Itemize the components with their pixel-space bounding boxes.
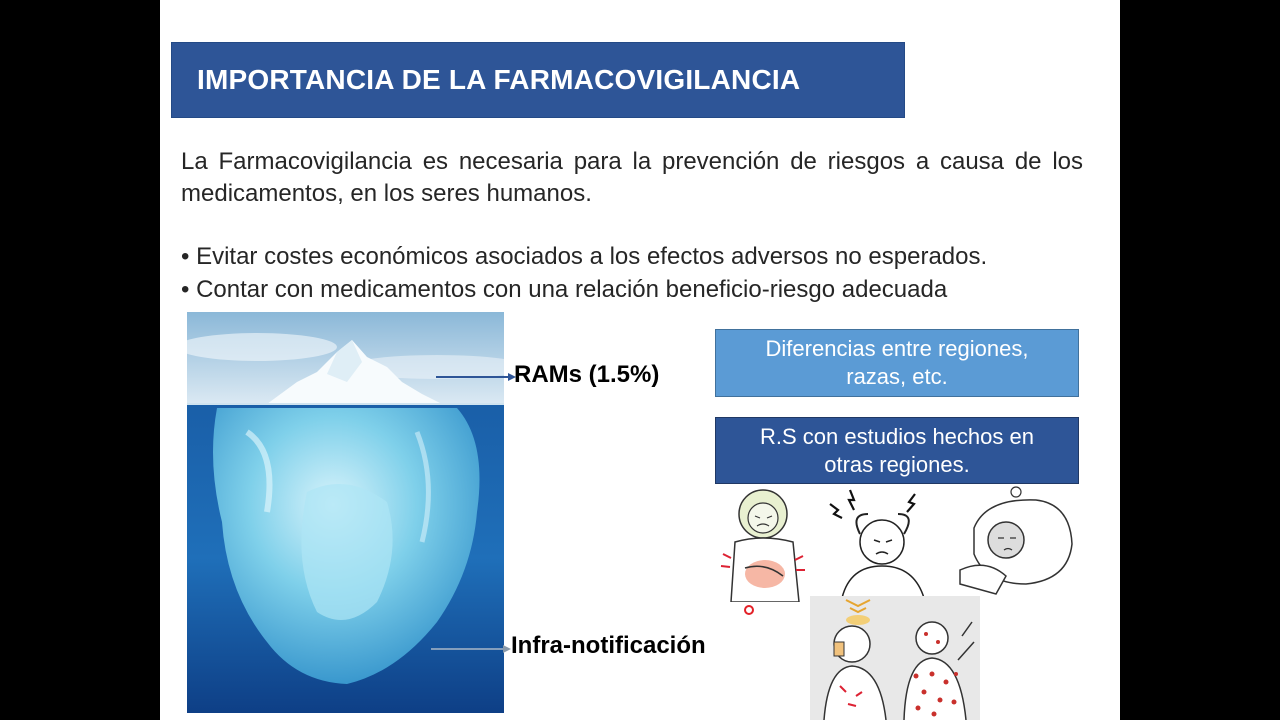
symptoms-panel	[810, 596, 980, 720]
underreporting-label: Infra-notificación	[511, 632, 706, 659]
stomach-pain-illustration	[715, 484, 815, 602]
headache-illustration	[820, 484, 944, 598]
studies-box-text: R.S con estudios hechos en otras regiones.	[760, 423, 1034, 477]
sleeping-illustration	[956, 484, 1080, 600]
regions-box	[715, 329, 1079, 397]
bullet-item: • Contar con medicamentos con una relación beneficio-riesgo adecuada	[181, 276, 948, 303]
slide	[160, 0, 1120, 720]
regions-box-text: Diferencias entre regiones, razas, etc.	[765, 336, 1029, 389]
arrow-icon	[431, 643, 511, 655]
rash-illustration	[896, 616, 980, 720]
title-banner	[171, 42, 905, 118]
rams-label: RAMs (1.5%)	[514, 361, 660, 388]
slide-title: IMPORTANCIA DE LA FARMACOVIGILANCIA	[197, 64, 801, 95]
studies-box	[715, 417, 1079, 484]
laser-pointer	[744, 605, 754, 615]
bullet-item: • Evitar costes económicos asociados a los efectos adversos no esperados.	[181, 243, 988, 270]
intro-paragraph: La Farmacovigilancia es necesaria para la prevención de riesgos a causa de los medicamentos, en los seres humanos.	[181, 148, 1083, 207]
arrow-icon	[436, 370, 516, 384]
